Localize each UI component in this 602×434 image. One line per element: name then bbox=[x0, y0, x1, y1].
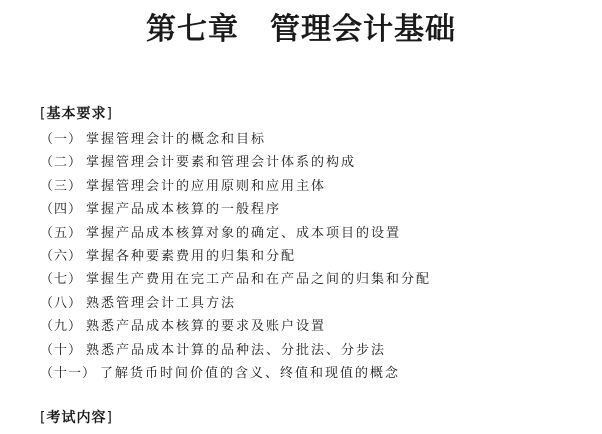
item-number: （十） bbox=[40, 342, 83, 358]
item-number: （十一） bbox=[40, 365, 97, 381]
item-number: （九） bbox=[40, 319, 83, 335]
item-text: 掌握各种要素费用的归集和分配 bbox=[86, 248, 297, 264]
list-item bbox=[40, 151, 431, 174]
item-text: 掌握管理会计的应用原则和应用主体 bbox=[86, 178, 327, 194]
item-text: 掌握管理会计的概念和目标 bbox=[86, 132, 267, 147]
list-item bbox=[40, 362, 431, 385]
list-item bbox=[40, 175, 431, 198]
item-number: （三） bbox=[40, 178, 83, 194]
list-item bbox=[40, 339, 431, 362]
item-number: （七） bbox=[40, 272, 83, 288]
item-text: 掌握产品成本核算的一般程序 bbox=[86, 202, 282, 218]
heading-open-bracket: [ bbox=[40, 106, 47, 122]
item-number: （六） bbox=[40, 248, 83, 264]
list-item bbox=[40, 245, 431, 268]
item-text: 掌握管理会计要素和管理会计体系的构成 bbox=[86, 155, 357, 171]
list-item bbox=[40, 292, 431, 315]
section-heading-exam-content bbox=[40, 408, 113, 428]
list-item bbox=[40, 128, 431, 151]
item-number: （八） bbox=[40, 295, 83, 311]
requirements-list bbox=[40, 128, 431, 385]
heading-text: 基本要求 bbox=[46, 106, 107, 122]
item-text: 掌握产品成本核算对象的确定、成本项目的设置 bbox=[86, 225, 402, 241]
heading-close-bracket: ] bbox=[106, 106, 113, 122]
item-number: （五） bbox=[40, 225, 83, 241]
heading-text: 考试内容 bbox=[46, 410, 107, 426]
item-number: （一） bbox=[40, 132, 83, 147]
list-item bbox=[40, 198, 431, 221]
list-item bbox=[40, 268, 431, 291]
section-heading-requirements bbox=[40, 104, 113, 124]
heading-open-bracket: [ bbox=[40, 410, 47, 426]
item-number: （二） bbox=[40, 155, 83, 171]
list-item bbox=[40, 315, 431, 338]
item-text: 熟悉产品成本核算的要求及账户设置 bbox=[86, 319, 327, 335]
item-number: （四） bbox=[40, 202, 83, 218]
item-text: 熟悉产品成本计算的品种法、分批法、分步法 bbox=[86, 342, 387, 358]
heading-close-bracket: ] bbox=[106, 410, 113, 426]
chapter-title: 第七章 管理会计基础 bbox=[146, 12, 456, 47]
item-text: 掌握生产费用在完工产品和在产品之间的归集和分配 bbox=[86, 272, 432, 288]
item-text: 了解货币时间价值的含义、终值和现值的概念 bbox=[100, 365, 401, 381]
item-text: 熟悉管理会计工具方法 bbox=[86, 295, 237, 311]
list-item bbox=[40, 222, 431, 245]
